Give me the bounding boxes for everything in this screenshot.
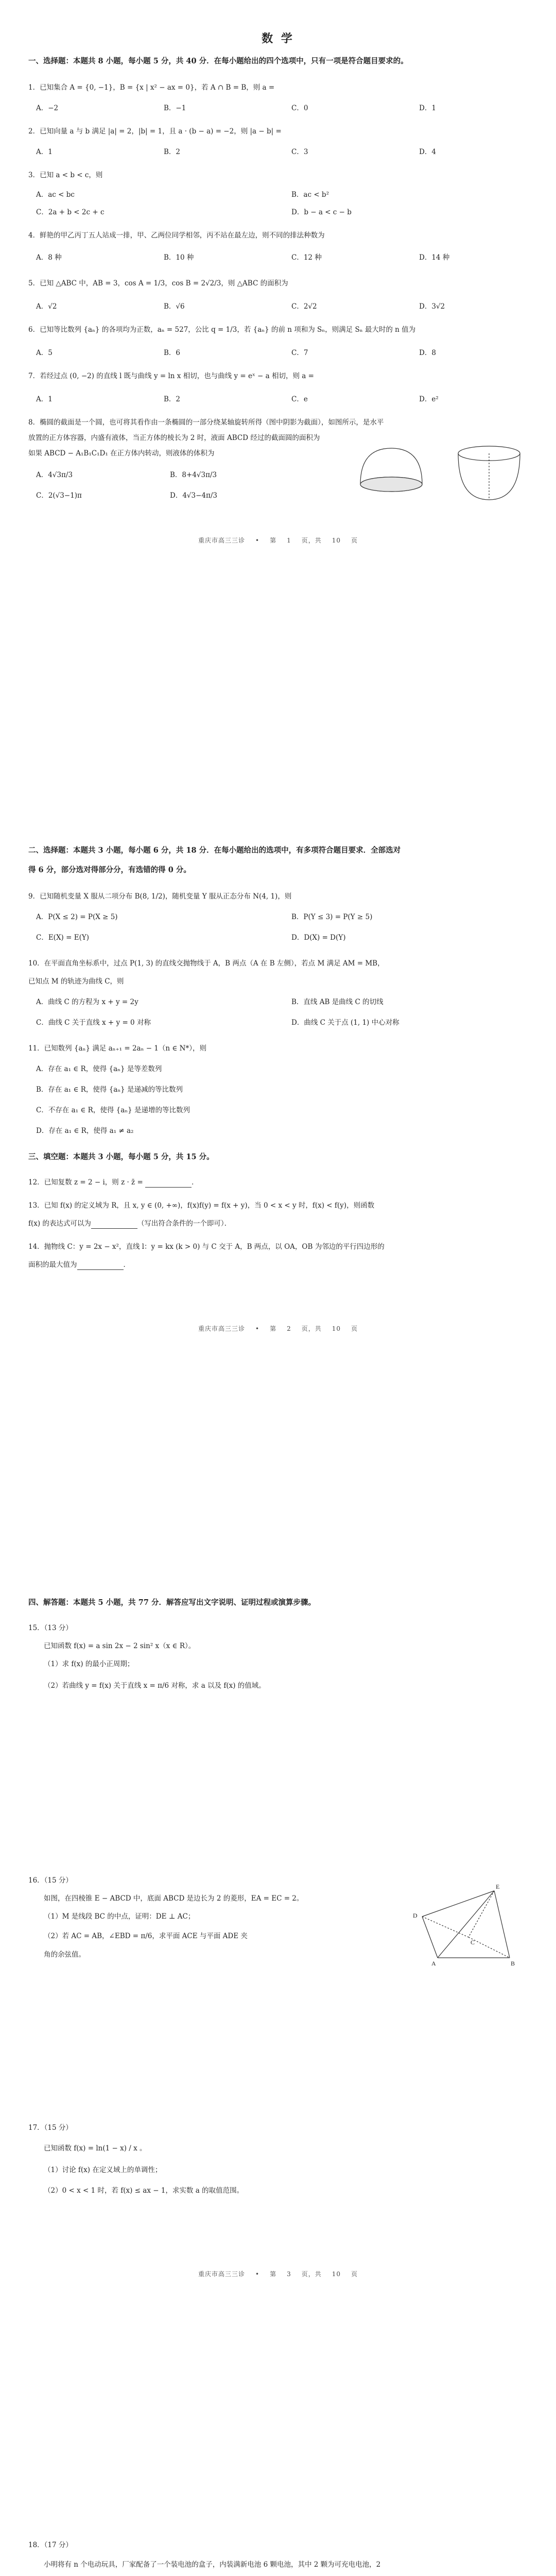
question-10-line1: 10．在平面直角坐标系中，过点 P(1, 3) 的直线交抛物线于 A，B 两点（A 在 B 左侧），若点 M 满足 AM = MB， (28, 959, 385, 968)
question-18-line1: 小明将有 n 个电动玩具，厂家配备了一个装电池的盒子，内装满新电池 6 颗电池，其中 2 颗为可充电电池，2 (44, 2561, 381, 2569)
question-11: 11．已知数列 {aₙ} 满足 aₙ₊₁ = 2aₙ − 1（n ∈ N*），则 (28, 1044, 206, 1053)
q8-option-a: A．4√3π/3 (36, 471, 73, 479)
question-7: 7．若经过点 (0, −2) 的直线 l 既与曲线 y = ln x 相切，也与曲线 y = eˣ − a 相切，则 a = (28, 372, 314, 380)
question-14-line2: 面积的最大值为 ． (28, 1261, 130, 1269)
q8-option-d: D．4√3−4π/3 (170, 492, 218, 500)
section-solve: 四、解答题：本题共 5 小题，共 77 分．解答应写出文字说明、证明过程或演算步骤。 (28, 1598, 316, 1607)
q6-option-b: B．6 (164, 349, 181, 357)
question-14-line1: 14．抛物线 C：y = 2x − x²，直线 l：y = kx (k > 0) 与 C 交于 A，B 两点，以 OA，OB 为邻边的平行四边形的 (28, 1243, 385, 1251)
question-8-line1: 8．椭圆的截面是一个圆，也可将其看作由一条椭圆的一部分绕某轴旋转所得（图中阴影为截面），如图所示，是水平 (28, 418, 384, 427)
q2-option-c: C．3 (291, 148, 308, 156)
q16-pyramid-figure (402, 1880, 535, 1968)
question-17-part1: （1）讨论 f(x) 在定义域上的单调性； (44, 2166, 162, 2174)
question-15-head: 15．（13 分） (28, 1624, 73, 1632)
question-16-part1: （1）M 是线段 BC 的中点，证明：DE ⊥ AC； (44, 1912, 195, 1921)
q5-option-d: D．3√2 (419, 302, 445, 311)
q2-option-d: D．4 (419, 148, 436, 156)
section-choice-multi-line2: 得 6 分，部分选对得部分分，有选错的得 0 分。 (28, 866, 191, 874)
bowl-figure (458, 446, 520, 500)
question-1: 1．已知集合 A = {0, −1}，B = {x | x² − ax = 0}，若 A ∩ B = B，则 a = (28, 83, 275, 92)
q2-option-b: B．2 (164, 148, 181, 156)
q5-option-a: A．√2 (36, 302, 57, 311)
q1-option-d: D．1 (419, 104, 436, 112)
label-c: C (471, 1939, 475, 1946)
label-a: A (431, 1960, 436, 1967)
section-choice-multi-line1: 二、选择题：本题共 3 小题，每小题 6 分，共 18 分．在每小题给出的选项中，有多项符合题目要求．全部选对 (28, 846, 401, 855)
q10-option-d: D．曲线 C 关于点 (1, 1) 中心对称 (291, 1019, 399, 1027)
section-choice-single: 一、选择题：本题共 8 小题，每小题 5 分，共 40 分．在每小题给出的四个选项中，只有一项是符合题目要求的。 (28, 57, 408, 65)
question-9: 9．已知随机变量 X 服从二项分布 B(8, 1/2)，随机变量 Y 服从正态分布 N(4, 1)，则 (28, 892, 292, 901)
question-6: 6．已知等比数列 {aₙ} 的各项均为正数，aₙ = 527，公比 q = 1/3，若 {aₙ} 的前 n 项和为 Sₙ，则满足 Sₙ 最大时的 n 值为 (28, 326, 416, 334)
q6-option-c: C．7 (291, 349, 308, 357)
question-15-part2: （2）若曲线 y = f(x) 关于直线 x = π/6 对称，求 a 以及 f(x) 的值域。 (44, 1682, 266, 1690)
question-16-head: 16．（15 分） (28, 1876, 73, 1885)
sphere-cut-figure (360, 448, 422, 492)
q8-figure (350, 433, 535, 505)
q10-option-a: A．曲线 C 的方程为 x + y = 2y (36, 998, 138, 1006)
section-fill-blank: 三、填空题：本题共 3 小题，每小题 5 分，共 15 分。 (28, 1153, 214, 1161)
q1-option-a: A．−2 (36, 104, 59, 112)
label-d: D (413, 1912, 418, 1919)
q6-option-d: D．8 (419, 349, 436, 357)
question-16-part2-line2: 角的余弦值。 (44, 1951, 85, 1959)
q3-option-b: B．ac < b² (291, 191, 329, 199)
q7-option-d: D．e² (419, 395, 439, 403)
footer-page-1: 重庆市高三三诊 • 第 1 页，共 10 页 (198, 537, 358, 544)
q5-option-b: B．√6 (164, 302, 185, 311)
question-2: 2．已知向量 a 与 b 满足 |a| = 2，|b| = 1，且 a · (b − a) = −2，则 |a − b| = (28, 127, 282, 135)
label-b: B (511, 1960, 515, 1967)
question-8-line3: 如果 ABCD − A₁B₁C₁D₁ 在正方体内转动，则液体的体积为 (28, 449, 215, 457)
q4-option-b: B．10 种 (164, 253, 194, 262)
question-5: 5．已知 △ABC 中，AB = 3，cos A = 1/3，cos B = 2√2/3，则 △ABC 的面积为 (28, 279, 288, 287)
question-8-line2: 放置的正方体容器，内盛有液体，当正方体的棱长为 2 时，液面 ABCD 经过的截面圆的面积为 (28, 434, 320, 442)
q13-answer-blank (91, 1221, 137, 1229)
q2-option-a: A．1 (36, 148, 53, 156)
q11-option-a: A．存在 a₁ ∈ R，使得 {aₙ} 是等差数列 (36, 1065, 162, 1073)
q14-answer-blank (77, 1262, 124, 1270)
question-17-head: 17．（15 分） (28, 2124, 73, 2132)
q8-option-c: C．2(√3−1)π (36, 492, 82, 500)
label-e: E (496, 1883, 500, 1890)
question-16-part2-line1: （2）若 AC = AB，∠EBD = π/6，求平面 ACE 与平面 ADE 夹 (44, 1932, 248, 1940)
q1-option-b: B．−1 (164, 104, 186, 112)
q4-option-a: A．8 种 (36, 253, 62, 262)
question-17-text: 已知函数 f(x) = ln(1 − x) / x 。 (44, 2144, 147, 2153)
question-15-text: 已知函数 f(x) = a sin 2x − 2 sin² x（x ∈ R）。 (44, 1642, 196, 1650)
q11-option-d: D．存在 a₁ ∈ R，使得 a₁ ≠ a₂ (36, 1127, 134, 1135)
q5-option-c: C．2√2 (291, 302, 317, 311)
question-4: 4．鲜艳的甲乙丙丁五人站成一排，甲、乙两位同学相邻，丙不站在最左边，则不同的排法种数为 (28, 231, 325, 240)
q10-option-b: B．直线 AB 是曲线 C 的切线 (291, 998, 384, 1006)
question-18-head: 18．（17 分） (28, 2541, 73, 2549)
q4-option-c: C．12 种 (291, 253, 322, 262)
question-13-line2: f(x) 的表达式可以为 （写出符合条件的一个即可）． (28, 1219, 232, 1228)
q7-option-c: C．e (291, 395, 308, 403)
q3-option-d: D．b − a < c − b (291, 208, 352, 216)
q9-option-a: A．P(X ≤ 2) = P(X ≥ 5) (36, 913, 118, 921)
q6-option-a: A．5 (36, 349, 53, 357)
question-10-line2: 已知点 M 的轨迹为曲线 C，则 (28, 977, 124, 986)
q7-option-b: B．2 (164, 395, 181, 403)
q8-option-b: B．8+4√3π/3 (170, 471, 217, 479)
question-15-part1: （1）求 f(x) 的最小正周期； (44, 1660, 134, 1668)
question-17-part2: （2）0 < x < 1 时，若 f(x) ≤ ax − 1，求实数 a 的取值范围。 (44, 2187, 244, 2195)
page-title: 数 学 (262, 32, 294, 45)
q3-option-c: C．2a + b < 2c + c (36, 208, 105, 216)
question-16-text: 如图，在四棱锥 E − ABCD 中，底面 ABCD 是边长为 2 的菱形，EA = EC = 2。 (44, 1894, 304, 1903)
q4-option-d: D．14 种 (419, 253, 450, 262)
footer-page-2: 重庆市高三三诊 • 第 2 页，共 10 页 (198, 1325, 358, 1332)
q10-option-c: C．曲线 C 关于直线 x + y = 0 对称 (36, 1019, 151, 1027)
footer-page-3: 重庆市高三三诊 • 第 3 页，共 10 页 (198, 2270, 358, 2278)
q7-option-a: A．1 (36, 395, 53, 403)
q12-answer-blank (145, 1180, 192, 1188)
q9-option-c: C．E(X) = E(Y) (36, 934, 90, 942)
q11-option-c: C．不存在 a₁ ∈ R，使得 {aₙ} 是递增的等比数列 (36, 1106, 190, 1114)
q3-option-a: A．ac < bc (36, 191, 75, 199)
q9-option-d: D．D(X) = D(Y) (291, 934, 346, 942)
question-12: 12．已知复数 z = 2 − i，则 z · z̄ = ． (28, 1178, 199, 1187)
q1-option-c: C．0 (291, 104, 308, 112)
q9-option-b: B．P(Y ≤ 3) = P(Y ≥ 5) (291, 913, 373, 921)
question-13-line1: 13．已知 f(x) 的定义域为 R，且 x, y ∈ (0, +∞)，f(x)f(y) = f(x + y)，当 0 < x < y 时，f(x) < f(y)，则函数 (28, 1201, 375, 1210)
q11-option-b: B．存在 a₁ ∈ R，使得 {aₙ} 是递减的等比数列 (36, 1086, 183, 1094)
question-3: 3．已知 a < b < c，则 (28, 171, 103, 179)
